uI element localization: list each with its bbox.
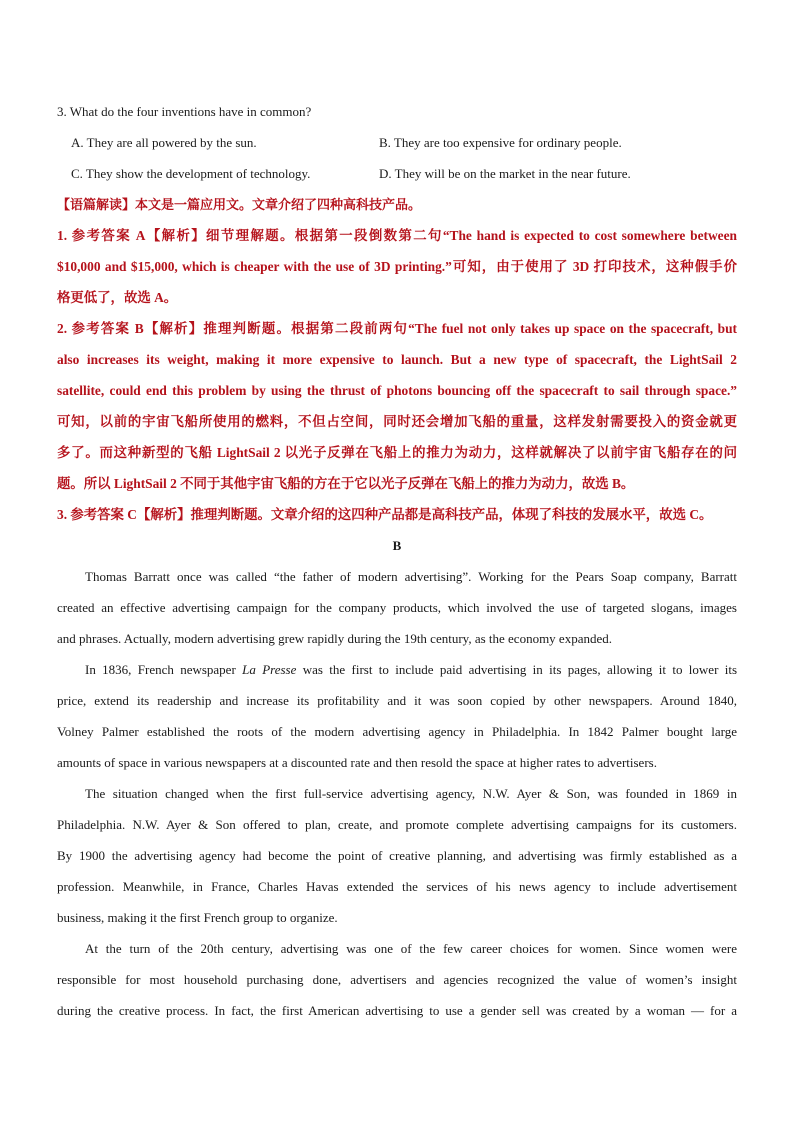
- answer-2-line: 多了。而这种新型的飞船 LightSail 2 以光子反弹在飞船上的推力为动力，这样就解决了以前宇宙飞船存在的问: [57, 445, 737, 460]
- section-b-heading: B: [392, 538, 402, 553]
- document-page: [57, 96, 737, 1026]
- passage-paragraph: [57, 933, 737, 1026]
- passage-line: In 1836, French newspaper La Presse was the first to include paid advertising in its pages, allowing it to lower its: [85, 662, 738, 677]
- option-c: C. They show the development of technology.: [71, 166, 311, 181]
- answer-2-line: 2. 参考答案 B【解析】推理判断题。根据第二段前两句“The fuel not only takes up space on the spacecraft, but: [57, 321, 737, 336]
- question-3-options-row-2: [57, 158, 737, 189]
- passage-line: amounts of space in various newspapers at a discounted rate and then resold the space at higher rates to advertisers.: [57, 755, 657, 770]
- passage-line: By 1900 the advertising agency had become the point of creative planning, and advertising was firmly established as a: [57, 848, 737, 863]
- question-3-options-row-1: [57, 127, 737, 158]
- answer-1: [57, 220, 737, 313]
- answer-1-line: 格更低了，故选 A。: [57, 290, 178, 305]
- passage-line: Philadelphia. N.W. Ayer & Son offered to plan, create, and promote complete advertising campaigns for its customers.: [57, 817, 737, 832]
- passage-line: Thomas Barratt once was called “the father of modern advertising”. Working for the Pears Soap company, Barratt: [85, 569, 737, 584]
- answer-2-line: also increases its weight, making it more expensive to launch. But a new type of spacecraft, the LightSail 2: [57, 352, 737, 367]
- option-a: A. They are all powered by the sun.: [71, 135, 257, 150]
- answer-2-line: 可知，以前的宇宙飞船所使用的燃料，不但占空间，同时还会增加飞船的重量，这样发射需要投入的资金就更: [57, 414, 737, 429]
- passage-line: profession. Meanwhile, in France, Charles Havas extended the services of his news agency to include advertisement: [57, 879, 737, 894]
- answer-2: [57, 313, 737, 499]
- answer-1-line: $10,000 and $15,000, which is cheaper with the use of 3D printing.”可知，由于使用了 3D 打印技术，这种假手价: [57, 259, 737, 274]
- option-d: D. They will be on the market in the near future.: [379, 166, 631, 181]
- passage-note: 【语篇解读】本文是一篇应用文。文章介绍了四种高科技产品。: [57, 197, 422, 212]
- passage-paragraph: [57, 654, 737, 778]
- answer-2-line: 题。所以 LightSail 2 不同于其他宇宙飞船的方在于它以光子反弹在飞船上的推力为动力，故选 B。: [57, 476, 635, 491]
- answer-2-line: satellite, could end this problem by using the thrust of photons bouncing off the spacecraft to sail through space.”: [57, 383, 737, 398]
- question-3-stem: 3. What do the four inventions have in common?: [57, 104, 312, 119]
- passage-line: responsible for most household purchasing done, advertisers and agencies recognized the value of women’s insight: [57, 972, 737, 987]
- passage-line: price, extend its readership and increase its profitability and it was soon copied by other newspapers. Around 1840,: [57, 693, 737, 708]
- passage-line: Volney Palmer established the roots of the modern advertising agency in Philadelphia. In 1842 Palmer bought large: [57, 724, 737, 739]
- passage-line: The situation changed when the first full-service advertising agency, N.W. Ayer & Son, was founded in 1869 in: [85, 786, 737, 801]
- newspaper-title: La Presse: [242, 662, 297, 677]
- passage-paragraph: [57, 778, 737, 933]
- passage-line: business, making it the first French group to organize.: [57, 910, 338, 925]
- answer-3: 3. 参考答案 C【解析】推理判断题。文章介绍的这四种产品都是高科技产品，体现了科技的发展水平，故选 C。: [57, 507, 713, 522]
- passage-line: created an effective advertising campaign for the company products, which involved the use of targeted slogans, images: [57, 600, 737, 615]
- option-b: B. They are too expensive for ordinary people.: [379, 135, 622, 150]
- answer-1-line: 1. 参考答案 A【解析】细节理解题。根据第一段倒数第二句“The hand is expected to cost somewhere between: [57, 228, 737, 243]
- passage-line: during the creative process. In fact, the first American advertising to use a gender sell was created by a woman — for a: [57, 1003, 737, 1018]
- passage-line: and phrases. Actually, modern advertising grew rapidly during the 19th century, as the economy expanded.: [57, 631, 612, 646]
- section-b-passage: [57, 561, 737, 1026]
- passage-line: At the turn of the 20th century, advertising was one of the few career choices for women. Since women were: [85, 941, 737, 956]
- passage-paragraph: [57, 561, 737, 654]
